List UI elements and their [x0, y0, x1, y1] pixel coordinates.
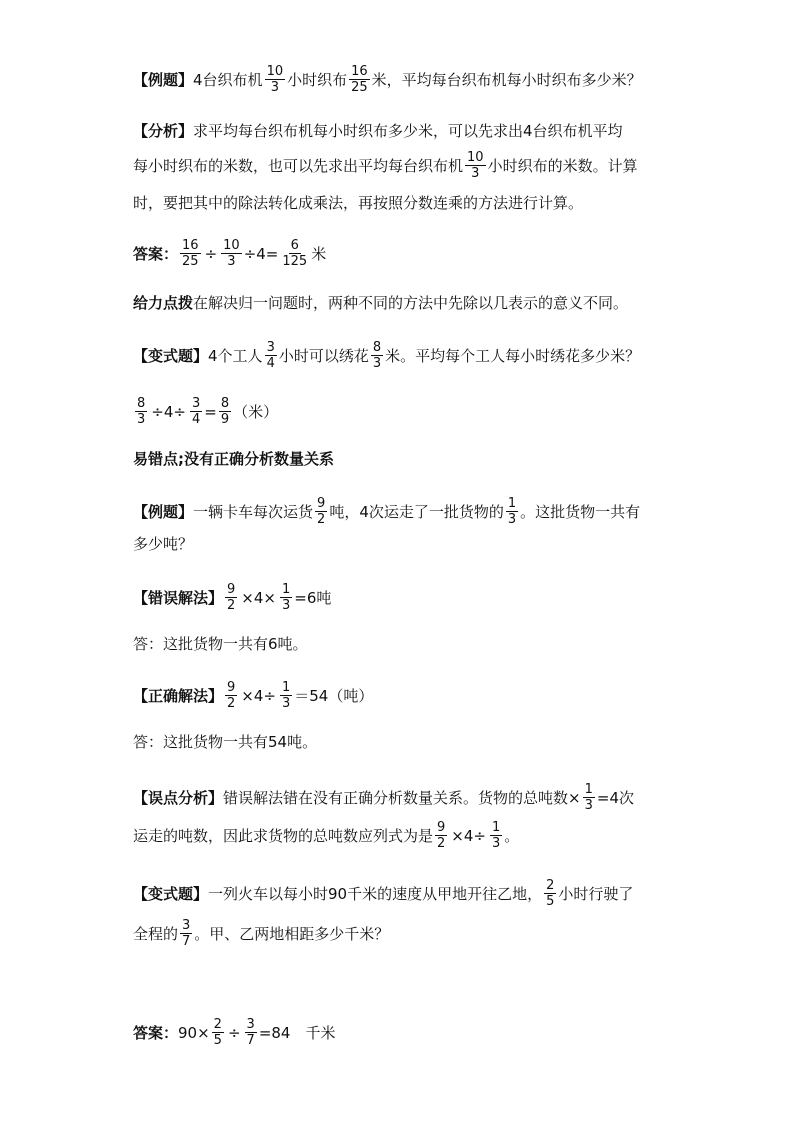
- fraction: $\frac{10}{3}$: [266, 64, 284, 95]
- answer-2-line: 答案： 90× $\frac{2}{5}$ ÷ $\frac{3}{7}$ =84 千米: [133, 1017, 336, 1048]
- wrong-solution-line: 【错误解法】 $\frac{9}{2}$ ×4× $\frac{1}{3}$ =6吨: [133, 582, 332, 613]
- example-label: 【例题】: [133, 70, 194, 89]
- tip-line: 给力点拨 在解决归一问题时，两种不同的方法中先除以几表示的意义不同。: [133, 294, 629, 312]
- fraction: $\frac{3}{4}$: [191, 396, 201, 427]
- fraction: $\frac{8}{3}$: [137, 396, 146, 427]
- example-label: 【例题】: [133, 502, 194, 521]
- variant-1-line: 【变式题】 4个工人 $\frac{3}{4}$ 小时可以绣花 $\frac{8}{3}$ 米。平均每个工人每小时绣花多少米？: [133, 340, 641, 371]
- fraction: $\frac{9}{2}$: [227, 582, 236, 613]
- fraction: $\frac{8}{9}$: [220, 396, 230, 427]
- right-solution-label: 【正确解法】: [133, 686, 224, 705]
- example-2-line: 【例题】 一辆卡车每次运货 $\frac{9}{2}$ 吨，4次运走了一批货物的 $\frac{1}{3}$ 。这批货物一共有: [133, 496, 641, 527]
- fraction: $\frac{3}{7}$: [182, 918, 191, 949]
- fraction: $\frac{9}{2}$: [317, 496, 326, 527]
- error-heading: 易错点;没有正确分析数量关系: [133, 450, 334, 468]
- mistake-analysis-line-1: 【误点分析】 错误解法错在没有正确分析数量关系。货物的总吨数× $\frac{1}{3}$ =4次: [133, 782, 634, 813]
- wrong-answer: 答：这批货物一共有6吨。: [133, 635, 308, 653]
- fraction: $\frac{3}{4}$: [266, 340, 275, 371]
- example-1-line: 【例题】 4台织布机 $\frac{10}{3}$ 小时织布 $\frac{16}{25}$ 米，平均每台织布机每小时织布多少米？: [133, 64, 642, 95]
- fraction: $\frac{6}{125}$: [282, 238, 308, 269]
- wrong-solution-label: 【错误解法】: [133, 588, 224, 607]
- variant-label: 【变式题】: [133, 884, 209, 903]
- analysis-line-3: 时，要把其中的除法转化成乘法，再按照分数连乘的方法进行计算。: [133, 194, 584, 212]
- fraction: $\frac{16}{25}$: [351, 64, 368, 95]
- tip-label: 给力点拨: [133, 294, 194, 312]
- fraction: $\frac{10}{3}$: [467, 150, 484, 181]
- fraction: $\frac{8}{3}$: [372, 340, 382, 371]
- fraction: $\frac{1}{3}$: [281, 680, 291, 711]
- fraction: $\frac{1}{3}$: [491, 820, 501, 851]
- mistake-analysis-line-2: 运走的吨数，因此求货物的总吨数应列式为是 $\frac{9}{2}$ ×4÷ $\frac{1}{3}$ 。: [133, 820, 520, 851]
- fraction: $\frac{9}{2}$: [437, 820, 446, 851]
- fraction: $\frac{1}{3}$: [281, 582, 291, 613]
- variant-2-line-1: 【变式题】 一列火车以每小时90千米的速度从甲地开往乙地， $\frac{2}{5}$ 小时行驶了: [133, 878, 634, 909]
- fraction: $\frac{2}{5}$: [213, 1017, 222, 1048]
- variant-label: 【变式题】: [133, 346, 209, 365]
- analysis-line-1: 【分析】 求平均每台织布机每小时织布多少米，可以先求出4台织布机平均: [133, 122, 623, 140]
- fraction: $\frac{1}{3}$: [507, 496, 517, 527]
- example-2-line-2: 多少吨？: [133, 535, 194, 553]
- right-answer: 答：这批货物一共有54吨。: [133, 733, 318, 751]
- analysis-line-2: 每小时织布的米数，也可以先求出平均每台织布机 $\frac{10}{3}$ 小时织布的米数。计算: [133, 150, 638, 181]
- variant-1-answer: $\frac{8}{3}$ ÷4÷ $\frac{3}{4}$ = $\frac{8}{9}$ （米）: [137, 396, 279, 427]
- fraction: $\frac{16}{25}$: [182, 238, 199, 269]
- fraction: $\frac{1}{3}$: [584, 782, 593, 813]
- fraction: $\frac{10}{3}$: [223, 238, 240, 269]
- mistake-analysis-label: 【误点分析】: [133, 788, 224, 807]
- variant-2-line-2: 全程的 $\frac{3}{7}$ 。甲、乙两地相距多少千米？: [133, 918, 390, 949]
- answer-1-line: 答案： $\frac{16}{25}$ ÷ $\frac{10}{3}$ ÷4= $\frac{6}{125}$ 米: [133, 238, 327, 269]
- answer-label: 答案：: [133, 244, 179, 263]
- fraction: $\frac{2}{5}$: [546, 878, 555, 909]
- fraction: $\frac{9}{2}$: [227, 680, 236, 711]
- fraction: $\frac{3}{7}$: [246, 1017, 255, 1048]
- answer-label: 答案：: [133, 1023, 179, 1042]
- analysis-label: 【分析】: [133, 122, 194, 140]
- right-solution-line: 【正确解法】 $\frac{9}{2}$ ×4÷ $\frac{1}{3}$ ＝54（吨）: [133, 680, 374, 711]
